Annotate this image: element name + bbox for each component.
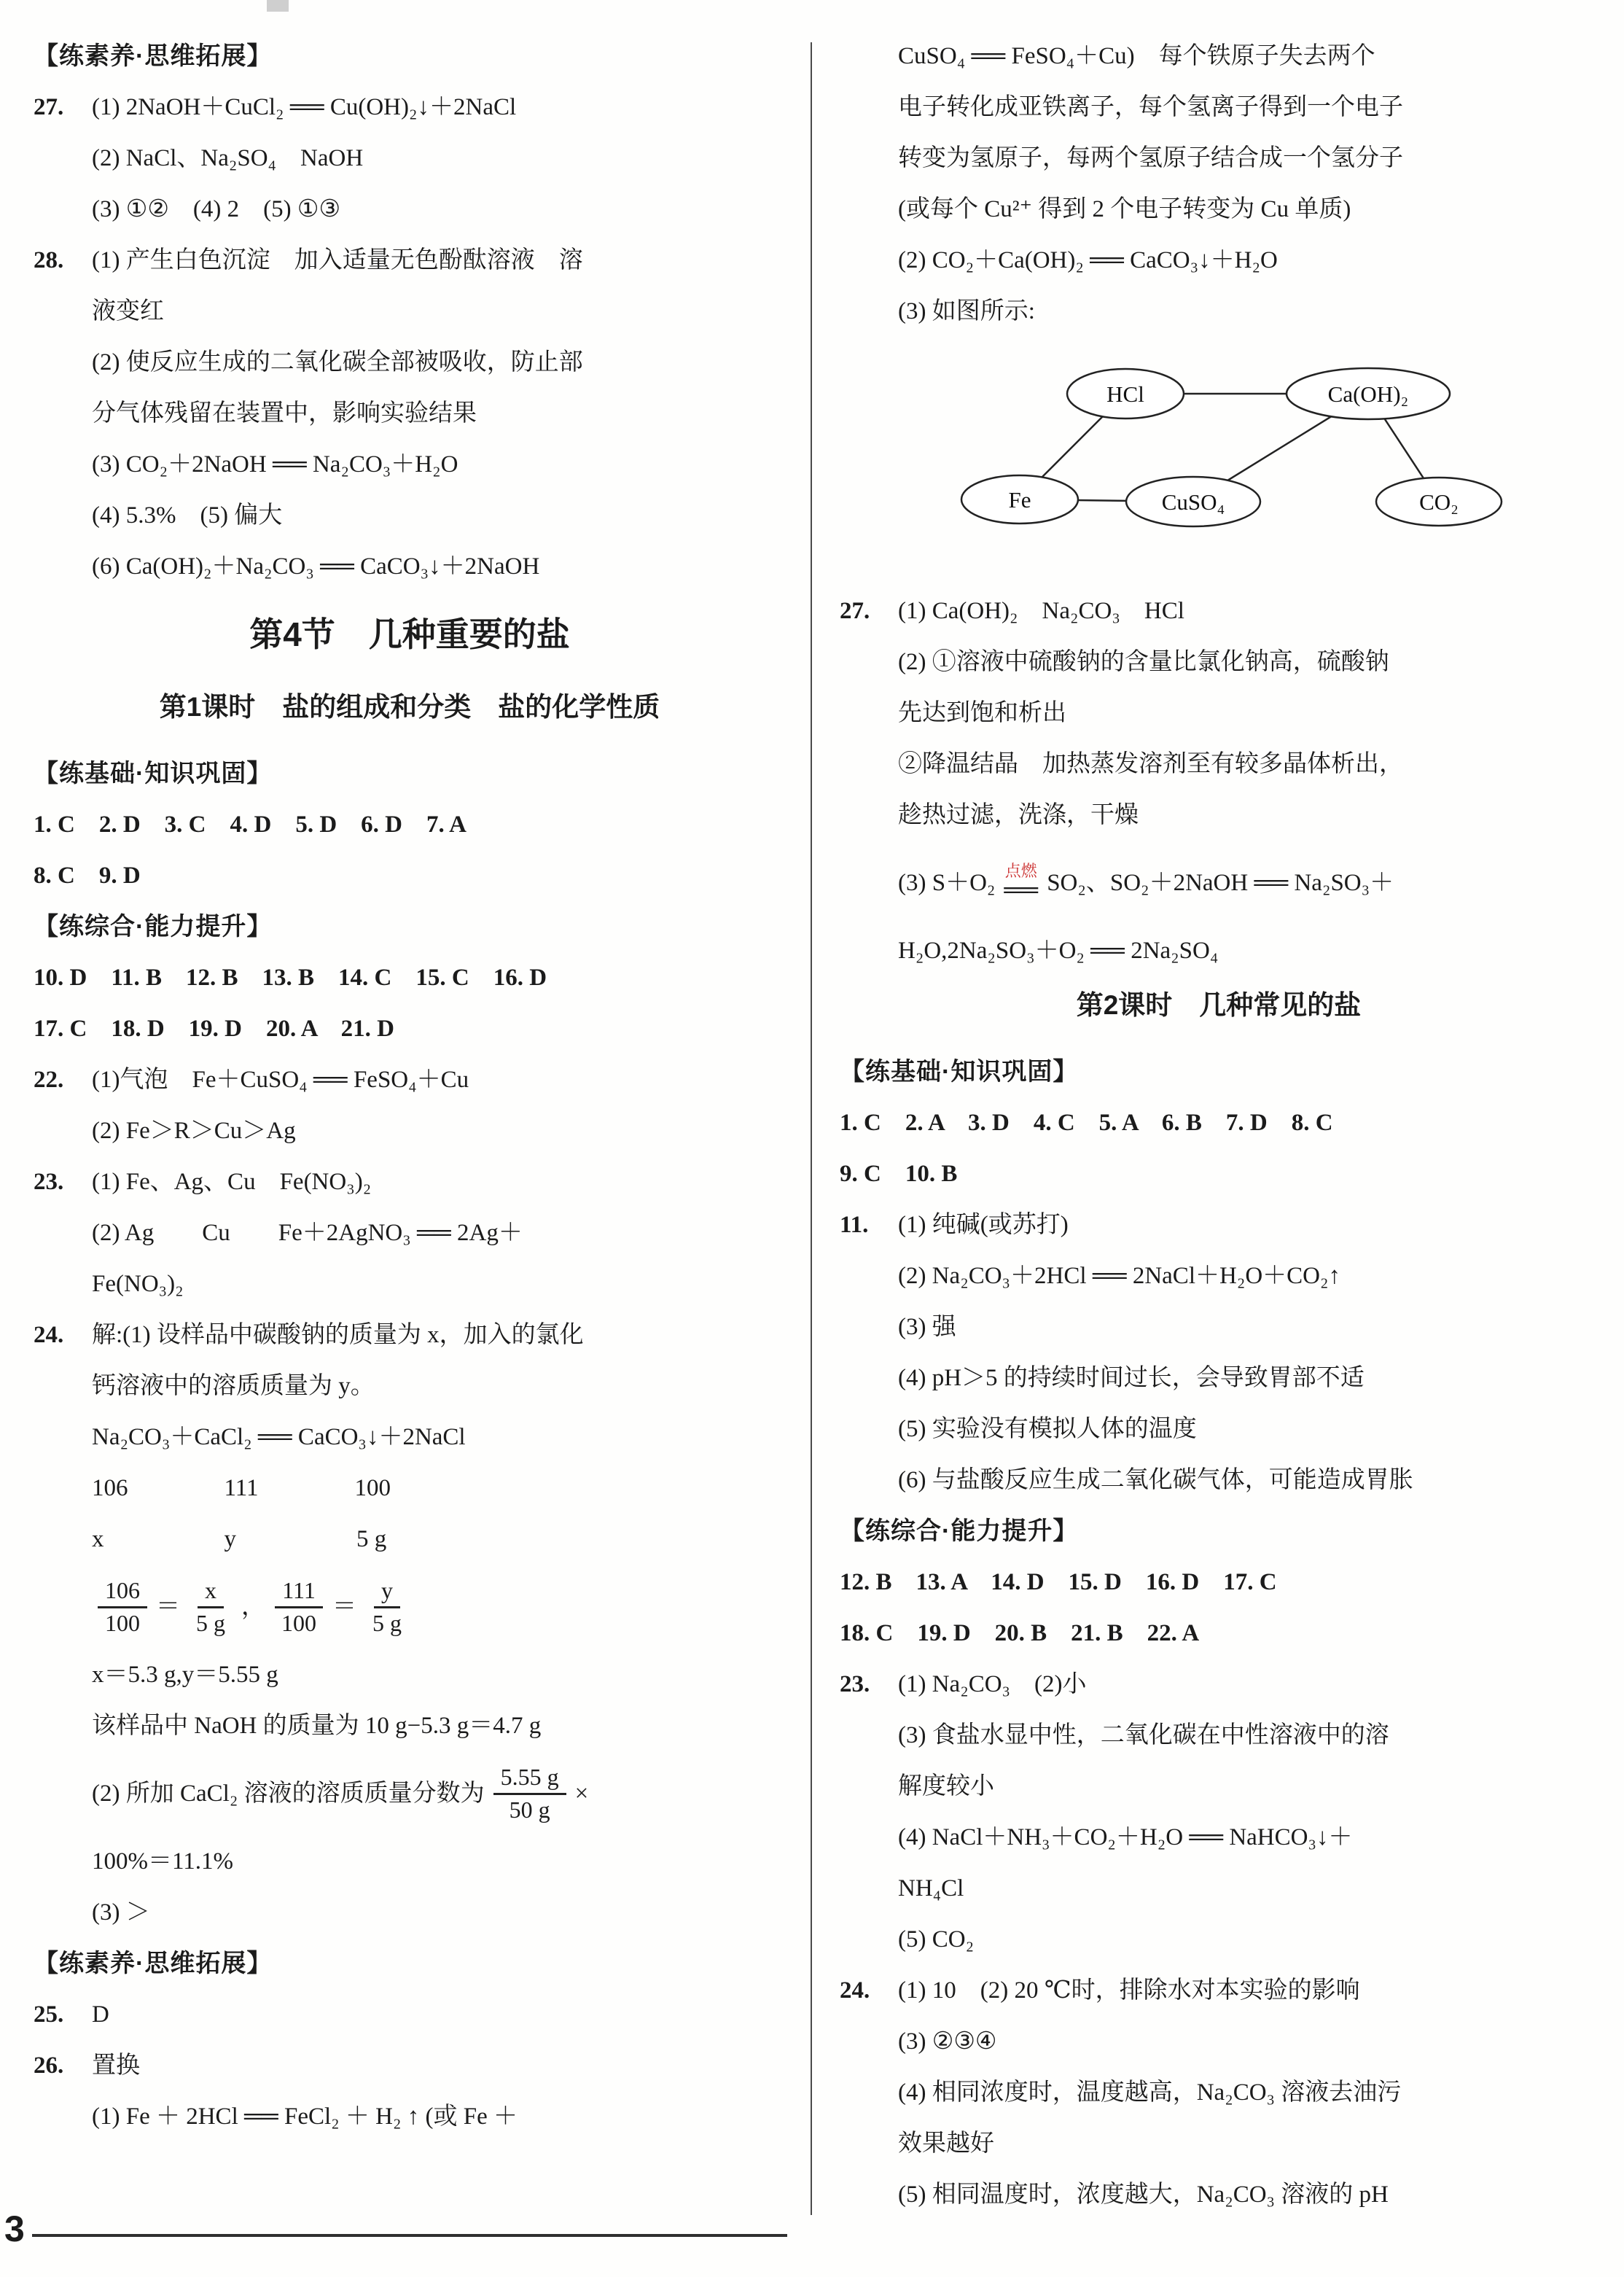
- answer-continuation-line: (4) 5.3% (5) 偏大: [92, 502, 283, 529]
- item-text: (1) Ca(OH)₂ Na₂CO₃ HCl: [898, 598, 1184, 624]
- section-header: 【练综合·能力提升】: [34, 913, 273, 941]
- node-label-fe: Fe: [1008, 487, 1031, 513]
- answer-continuation-line: 分气体残留在装置中，影响实验结果: [92, 400, 477, 427]
- item-text: (1) 2NaOH＋CuCl₂ ══ Cu(OH)₂↓＋2NaCl: [92, 94, 517, 120]
- fraction: $\frac{111}{100}$: [274, 1576, 324, 1638]
- math-text: ×: [574, 1780, 589, 1807]
- diagram-svg: [854, 349, 1569, 560]
- answer-item: [840, 585, 1598, 637]
- answer-continuation-line: (2) Fe＞R＞Cu＞Ag: [92, 1118, 296, 1144]
- item-number: 28.: [34, 247, 64, 273]
- answer-item: [840, 1199, 1598, 1250]
- item-number: 11.: [840, 1212, 869, 1238]
- answer-item: [34, 2040, 786, 2091]
- answer-continuation-line: (4) 相同浓度时，温度越高，Na₂CO₃ 溶液去油污: [898, 2079, 1402, 2106]
- item-number: 23.: [840, 1671, 870, 1697]
- answer-continuation-line: 液变红: [92, 298, 164, 324]
- column-divider: [811, 42, 812, 2215]
- answer-continuation-line: (或每个 Cu²⁺ 得到 2 个电子转变为 Cu 单质): [898, 196, 1351, 222]
- answer-item: [840, 1965, 1598, 2016]
- item-text: 解:(1) 设样品中碳酸钠的质量为 x，加入的氯化: [92, 1322, 584, 1348]
- choice-answers-line: 17. C 18. D 19. D 20. A 21. D: [34, 1016, 395, 1042]
- item-text: 置换: [92, 2052, 140, 2079]
- item-number: 22.: [34, 1067, 64, 1093]
- answer-continuation-line: 钙溶液中的溶质质量为 y。: [92, 1373, 375, 1399]
- answer-continuation-line: H₂O,2Na₂SO₃＋O₂ ══ 2Na₂SO₄: [898, 938, 1219, 964]
- choice-answers-line: 1. C 2. A 3. D 4. C 5. A 6. B 7. D 8. C: [840, 1110, 1333, 1136]
- page-number: 3: [4, 2208, 25, 2249]
- item-number: 27.: [34, 94, 64, 120]
- answer-continuation-line: (5) 实验没有模拟人体的温度: [898, 1416, 1197, 1442]
- section-header: 【练基础·知识巩固】: [34, 760, 273, 787]
- answer-item: [34, 82, 786, 133]
- answer-continuation-line: 先达到饱和析出: [898, 700, 1066, 726]
- section-header: 【练素养·思维拓展】: [34, 42, 273, 70]
- answer-continuation-line: (3) ②③④: [898, 2028, 997, 2055]
- answer-continuation-line: x＝5.3 g,y＝5.55 g: [92, 1662, 278, 1688]
- answer-continuation-line: (3) 如图所示:: [898, 298, 1035, 324]
- answer-continuation-line: (5) 相同温度时，浓度越大，Na₂CO₃ 溶液的 pH: [898, 2181, 1389, 2208]
- section-header: 【练基础·知识巩固】: [840, 1058, 1079, 1086]
- item-text: (1) 纯碱(或苏打): [898, 1212, 1069, 1238]
- answer-item: [34, 1054, 786, 1105]
- section-header: 【练素养·思维拓展】: [34, 1950, 273, 1977]
- answer-continuation-line: (2) CO₂＋Ca(OH)₂ ══ CaCO₃↓＋H₂O: [898, 247, 1278, 273]
- fraction: $\frac{106}{100}$: [98, 1576, 147, 1638]
- math-text: ＝: [332, 1594, 356, 1620]
- answer-continuation-line: 解度较小: [898, 1773, 994, 1799]
- answer-continuation-line: 趁热过滤，洗涤，干燥: [898, 802, 1139, 828]
- reaction-condition: 点燃 ══: [1004, 862, 1039, 904]
- item-number: 24.: [840, 1977, 870, 2004]
- left-column: [34, 31, 786, 2142]
- choice-answers-line: 18. C 19. D 20. B 21. B 22. A: [840, 1620, 1200, 1646]
- print-mark: [267, 0, 289, 12]
- math-text: SO₂、SO₂＋2NaOH ══ Na₂SO₃＋: [1047, 870, 1394, 896]
- answer-item: [840, 1659, 1598, 1710]
- chapter-title: 第4节 几种重要的盐: [249, 615, 570, 653]
- item-text: (1) Na₂CO₃ (2)小: [898, 1671, 1087, 1697]
- answer-continuation-line: (2) NaCl、Na₂SO₄ NaOH: [92, 145, 364, 171]
- math-line: [840, 841, 1598, 925]
- answer-continuation-line: Na₂CO₃＋CaCl₂ ══ CaCO₃↓＋2NaCl: [92, 1424, 466, 1450]
- answer-continuation-line: (3) ①② (4) 2 (5) ①③: [92, 196, 341, 222]
- answer-continuation-line: ②降温结晶 加热蒸发溶剂至有较多晶体析出，: [898, 751, 1403, 777]
- item-text: D: [92, 2001, 109, 2028]
- math-text: (3) S＋O₂: [898, 870, 996, 896]
- item-number: 26.: [34, 2052, 64, 2079]
- answer-continuation-line: Fe(NO₃)₂: [92, 1271, 184, 1297]
- item-text: (1) 产生白色沉淀 加入适量无色酚酞溶液 溶: [92, 247, 583, 273]
- math-line: [34, 1565, 786, 1649]
- answer-continuation-line: CuSO₄ ══ FeSO₄＋Cu) 每个铁原子失去两个: [898, 43, 1375, 69]
- choice-answers-line: 9. C 10. B: [840, 1161, 958, 1187]
- answer-continuation-line: 106 111 100: [92, 1475, 391, 1501]
- choice-answers-line: 10. D 11. B 12. B 13. B 14. C 15. C 16. D: [34, 965, 547, 991]
- lesson-title: 第2课时 几种常见的盐: [1076, 990, 1362, 1020]
- math-text: ＝: [156, 1594, 180, 1620]
- math-text: (2) 所加 CaCl₂ 溶液的溶质质量分数为: [92, 1780, 485, 1807]
- answer-continuation-line: 该样品中 NaOH 的质量为 10 g−5.3 g＝4.7 g: [92, 1713, 542, 1739]
- answer-continuation-line: (1) Fe ＋ 2HCl ══ FeCl₂ ＋ H₂ ↑ (或 Fe ＋: [92, 2103, 518, 2130]
- choice-answers-line: 1. C 2. D 3. C 4. D 5. D 6. D 7. A: [34, 811, 466, 838]
- answer-continuation-line: (3) ＞: [92, 1899, 150, 1926]
- answer-continuation-line: 100%＝11.1%: [92, 1848, 234, 1875]
- answer-continuation-line: (4) NaCl＋NH₃＋CO₂＋H₂O ══ NaHCO₃↓＋: [898, 1824, 1353, 1850]
- answer-continuation-line: 效果越好: [898, 2130, 994, 2157]
- answer-item: [34, 235, 786, 286]
- choice-answers-line: 12. B 13. A 14. D 15. D 16. D 17. C: [840, 1569, 1277, 1595]
- item-number: 27.: [840, 598, 870, 624]
- reaction-relationship-diagram: [840, 337, 1598, 585]
- fraction: $\frac{5.55 g}{50 g}$: [493, 1762, 566, 1825]
- fraction: $\frac{x}{5 g}$: [196, 1576, 225, 1636]
- footer-rule: [32, 2234, 787, 2237]
- answer-item: [34, 1156, 786, 1207]
- answer-continuation-line: (3) 强: [898, 1314, 956, 1340]
- node-label-caoh2: Ca(OH)₂: [1327, 381, 1409, 407]
- choice-answers-line: 8. C 9. D: [34, 863, 141, 889]
- answer-continuation-line: (6) Ca(OH)₂＋Na₂CO₃ ══ CaCO₃↓＋2NaOH: [92, 553, 540, 580]
- answer-continuation-line: NH₄Cl: [898, 1875, 964, 1902]
- fraction: $\frac{y}{5 g}$: [372, 1576, 402, 1636]
- answer-continuation-line: (2) 使反应生成的二氧化碳全部被吸收，防止部: [92, 349, 583, 375]
- math-text: ，: [241, 1594, 265, 1620]
- section-header: 【练综合·能力提升】: [840, 1517, 1079, 1545]
- answer-item: [34, 1309, 786, 1361]
- item-text: (1) 10 (2) 20 ℃时，排除水对本实验的影响: [898, 1977, 1360, 2004]
- node-label-hcl: HCl: [1106, 381, 1144, 407]
- item-text: (1)气泡 Fe＋CuSO₄ ══ FeSO₄＋Cu: [92, 1067, 469, 1093]
- math-line: [34, 1751, 786, 1836]
- answer-continuation-line: (3) CO₂＋2NaOH ══ Na₂CO₃＋H₂O: [92, 451, 458, 478]
- answer-continuation-line: (2) Ag Cu Fe＋2AgNO₃ ══ 2Ag＋: [92, 1220, 523, 1246]
- answer-continuation-line: (3) 食盐水显中性，二氧化碳在中性溶液中的溶: [898, 1722, 1389, 1748]
- answer-continuation-line: (2) Na₂CO₃＋2HCl ══ 2NaCl＋H₂O＋CO₂↑: [898, 1263, 1341, 1289]
- answer-continuation-line: 电子转化成亚铁离子，每个氢离子得到一个电子: [898, 94, 1403, 120]
- lesson-title: 第1课时 盐的组成和分类 盐的化学性质: [159, 692, 660, 722]
- answer-continuation-line: (6) 与盐酸反应生成二氧化碳气体，可能造成胃胀: [898, 1467, 1413, 1493]
- item-number: 23.: [34, 1169, 64, 1195]
- answer-continuation-line: x y 5 g: [92, 1526, 387, 1552]
- item-number: 24.: [34, 1322, 64, 1348]
- item-number: 25.: [34, 2001, 64, 2028]
- node-label-cuso4: CuSO₄: [1161, 489, 1225, 515]
- item-text: (1) Fe、Ag、Cu Fe(NO₃)₂: [92, 1169, 372, 1195]
- answer-continuation-line: (5) CO₂: [898, 1926, 975, 1953]
- right-column: [840, 31, 1598, 2220]
- answer-item: [34, 1989, 786, 2040]
- answer-continuation-line: (2) ①溶液中硫酸钠的含量比氯化钠高，硫酸钠: [898, 649, 1389, 675]
- answer-continuation-line: 转变为氢原子，每两个氢原子结合成一个氢分子: [898, 145, 1403, 171]
- node-label-co2: CO₂: [1419, 489, 1459, 515]
- answer-continuation-line: (4) pH＞5 的持续时间过长，会导致胃部不适: [898, 1365, 1365, 1391]
